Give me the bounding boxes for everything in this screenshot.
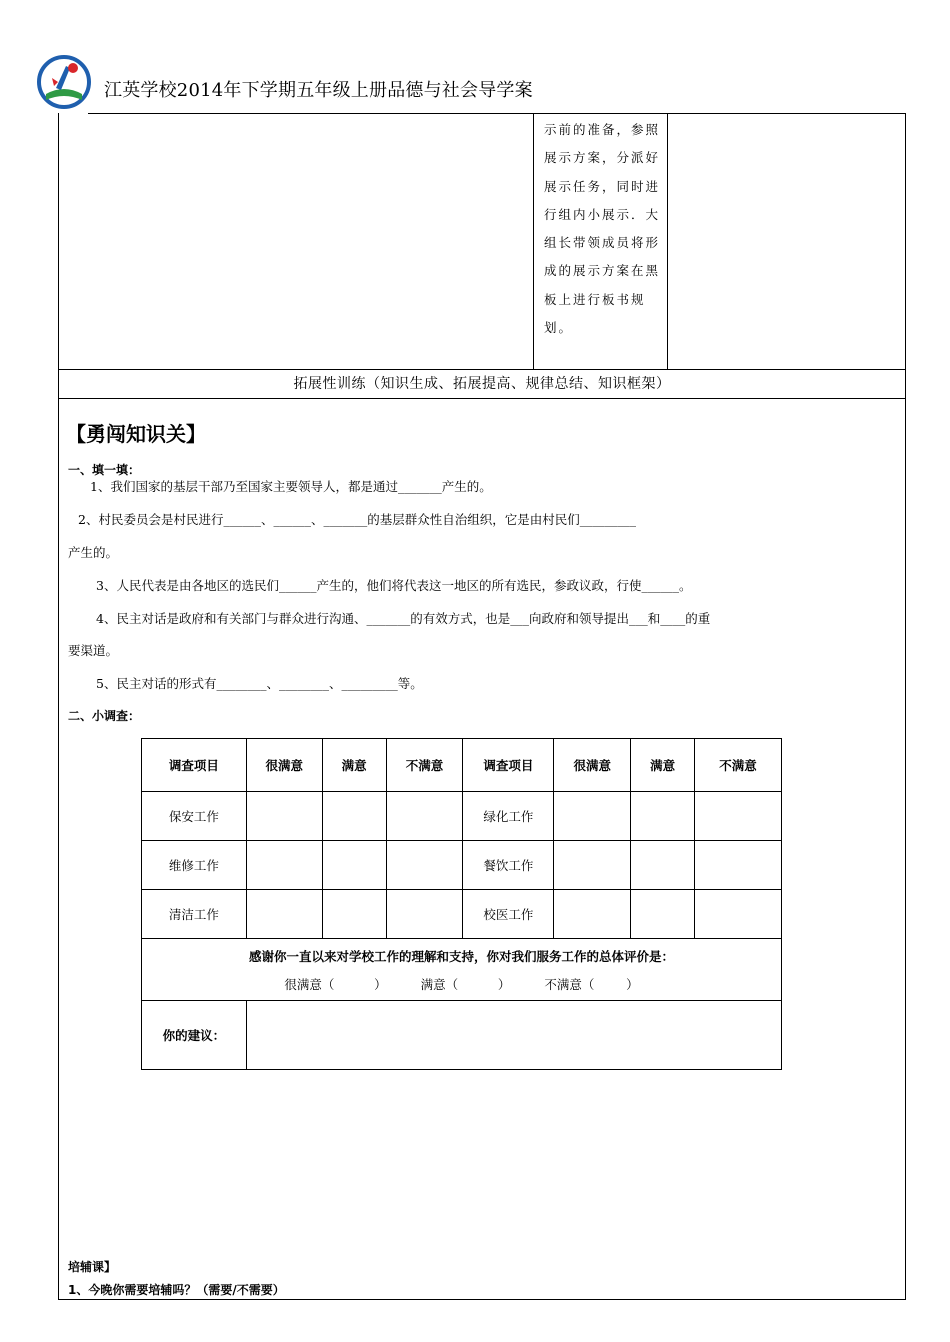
question-2-continued: 产生的。 [68,545,119,560]
document-title: 江英学校2014年下学期五年级上册品德与社会导学案 [104,80,533,101]
rating-option-dissatisfied[interactable]: 不满意（ ） [544,976,639,992]
question-4: 4、民主对话是政府和有关部门与群众进行沟通、_______的有效方式，也是___向政府和领导提出___和____的重 [96,611,711,626]
rating-cell[interactable] [554,792,631,841]
rating-cell[interactable] [695,890,782,939]
header-cell: 很满意 [554,739,631,792]
rating-cell[interactable] [322,841,386,890]
question-5: 5、民主对话的形式有________、________、_________等。 [96,676,423,691]
top-table-row-rule [58,369,906,370]
survey-item: 保安工作 [142,792,247,841]
frame-bottom-border [58,1299,906,1300]
overall-rating-row [142,939,782,1001]
survey-item: 维修工作 [142,841,247,890]
header-cell: 很满意 [246,739,322,792]
survey-header-row [142,739,782,792]
extension-training-title: 拓展性训练（知识生成、拓展提高、规律总结、知识框架） [293,376,671,392]
question-2: 2、村民委员会是村民进行______、______、_______的基层群众性自治组织，它是由村民们_________ [78,512,636,527]
top-table-divider-1 [533,113,534,369]
header-cell: 调查项目 [142,739,247,792]
frame-left-border [58,113,59,1300]
instruction-line: 成的展示方案在黑 [544,263,661,279]
overall-rating-options [142,975,781,993]
instruction-line: 板上进行板书规 [544,291,646,307]
table-row [142,841,782,890]
header-cell: 满意 [631,739,695,792]
rating-cell[interactable] [386,841,463,890]
suggestion-label: 你的建议： [142,1001,247,1070]
rating-cell[interactable] [695,841,782,890]
header-rule [88,113,906,114]
part1-title: 一、填一填： [68,463,141,477]
thanks-text: 感谢你一直以来对学校工作的理解和支持，你对我们服务工作的总体评价是： [248,948,674,964]
table-row [142,890,782,939]
survey-item: 清洁工作 [142,890,247,939]
question-3: 3、人民代表是由各地区的选民们______产生的，他们将代表这一地区的所有选民，参政议政，行使______。 [96,578,692,593]
rating-cell[interactable] [246,792,322,841]
suggestion-field[interactable] [246,1001,781,1070]
question-4-continued: 要渠道。 [68,643,119,658]
rating-cell[interactable] [246,890,322,939]
rating-cell[interactable] [554,890,631,939]
rating-cell[interactable] [631,841,695,890]
instruction-line: 划。 [544,320,574,336]
rating-cell[interactable] [322,792,386,841]
survey-item: 绿化工作 [463,792,554,841]
top-table-divider-2 [667,113,668,369]
overall-rating-cell [142,939,782,1001]
rating-cell[interactable] [322,890,386,939]
instruction-line: 行组内小展示．大 [544,206,661,222]
rating-option-satisfied[interactable]: 满意（ ） [420,976,511,992]
survey-table [141,738,782,1070]
instruction-line: 展示任务，同时进 [544,178,661,194]
survey-item: 校医工作 [463,890,554,939]
frame-right-border [905,113,906,1300]
tutoring-question-1: 1、今晚你需要培辅吗？（需要/不需要） [68,1283,285,1297]
header-cell: 满意 [322,739,386,792]
instruction-line: 组长带领成员将形 [544,235,661,251]
instruction-line: 示前的准备，参照 [544,122,661,137]
survey-item: 餐饮工作 [463,841,554,890]
table-row [142,792,782,841]
rating-cell[interactable] [554,841,631,890]
extension-row-rule [58,398,906,399]
section-title: 【勇闯知识关】 [66,422,206,446]
school-logo [36,54,92,110]
header-cell: 调查项目 [463,739,554,792]
rating-cell[interactable] [631,792,695,841]
rating-cell[interactable] [246,841,322,890]
rating-cell[interactable] [695,792,782,841]
rating-cell[interactable] [386,792,463,841]
activity-instructions [544,116,660,342]
part2-title: 二、小调查： [68,709,141,723]
rating-cell[interactable] [386,890,463,939]
header-cell: 不满意 [386,739,463,792]
instruction-line: 展示方案，分派好 [544,150,661,166]
rating-cell[interactable] [631,890,695,939]
suggestion-row [142,1001,782,1070]
rating-option-very-satisfied[interactable]: 很满意（ ） [284,976,387,992]
header-cell: 不满意 [695,739,782,792]
question-1: 1、我们国家的基层干部乃至国家主要领导人，都是通过_______产生的。 [90,479,492,494]
tutoring-title: 培辅课】 [68,1260,117,1274]
